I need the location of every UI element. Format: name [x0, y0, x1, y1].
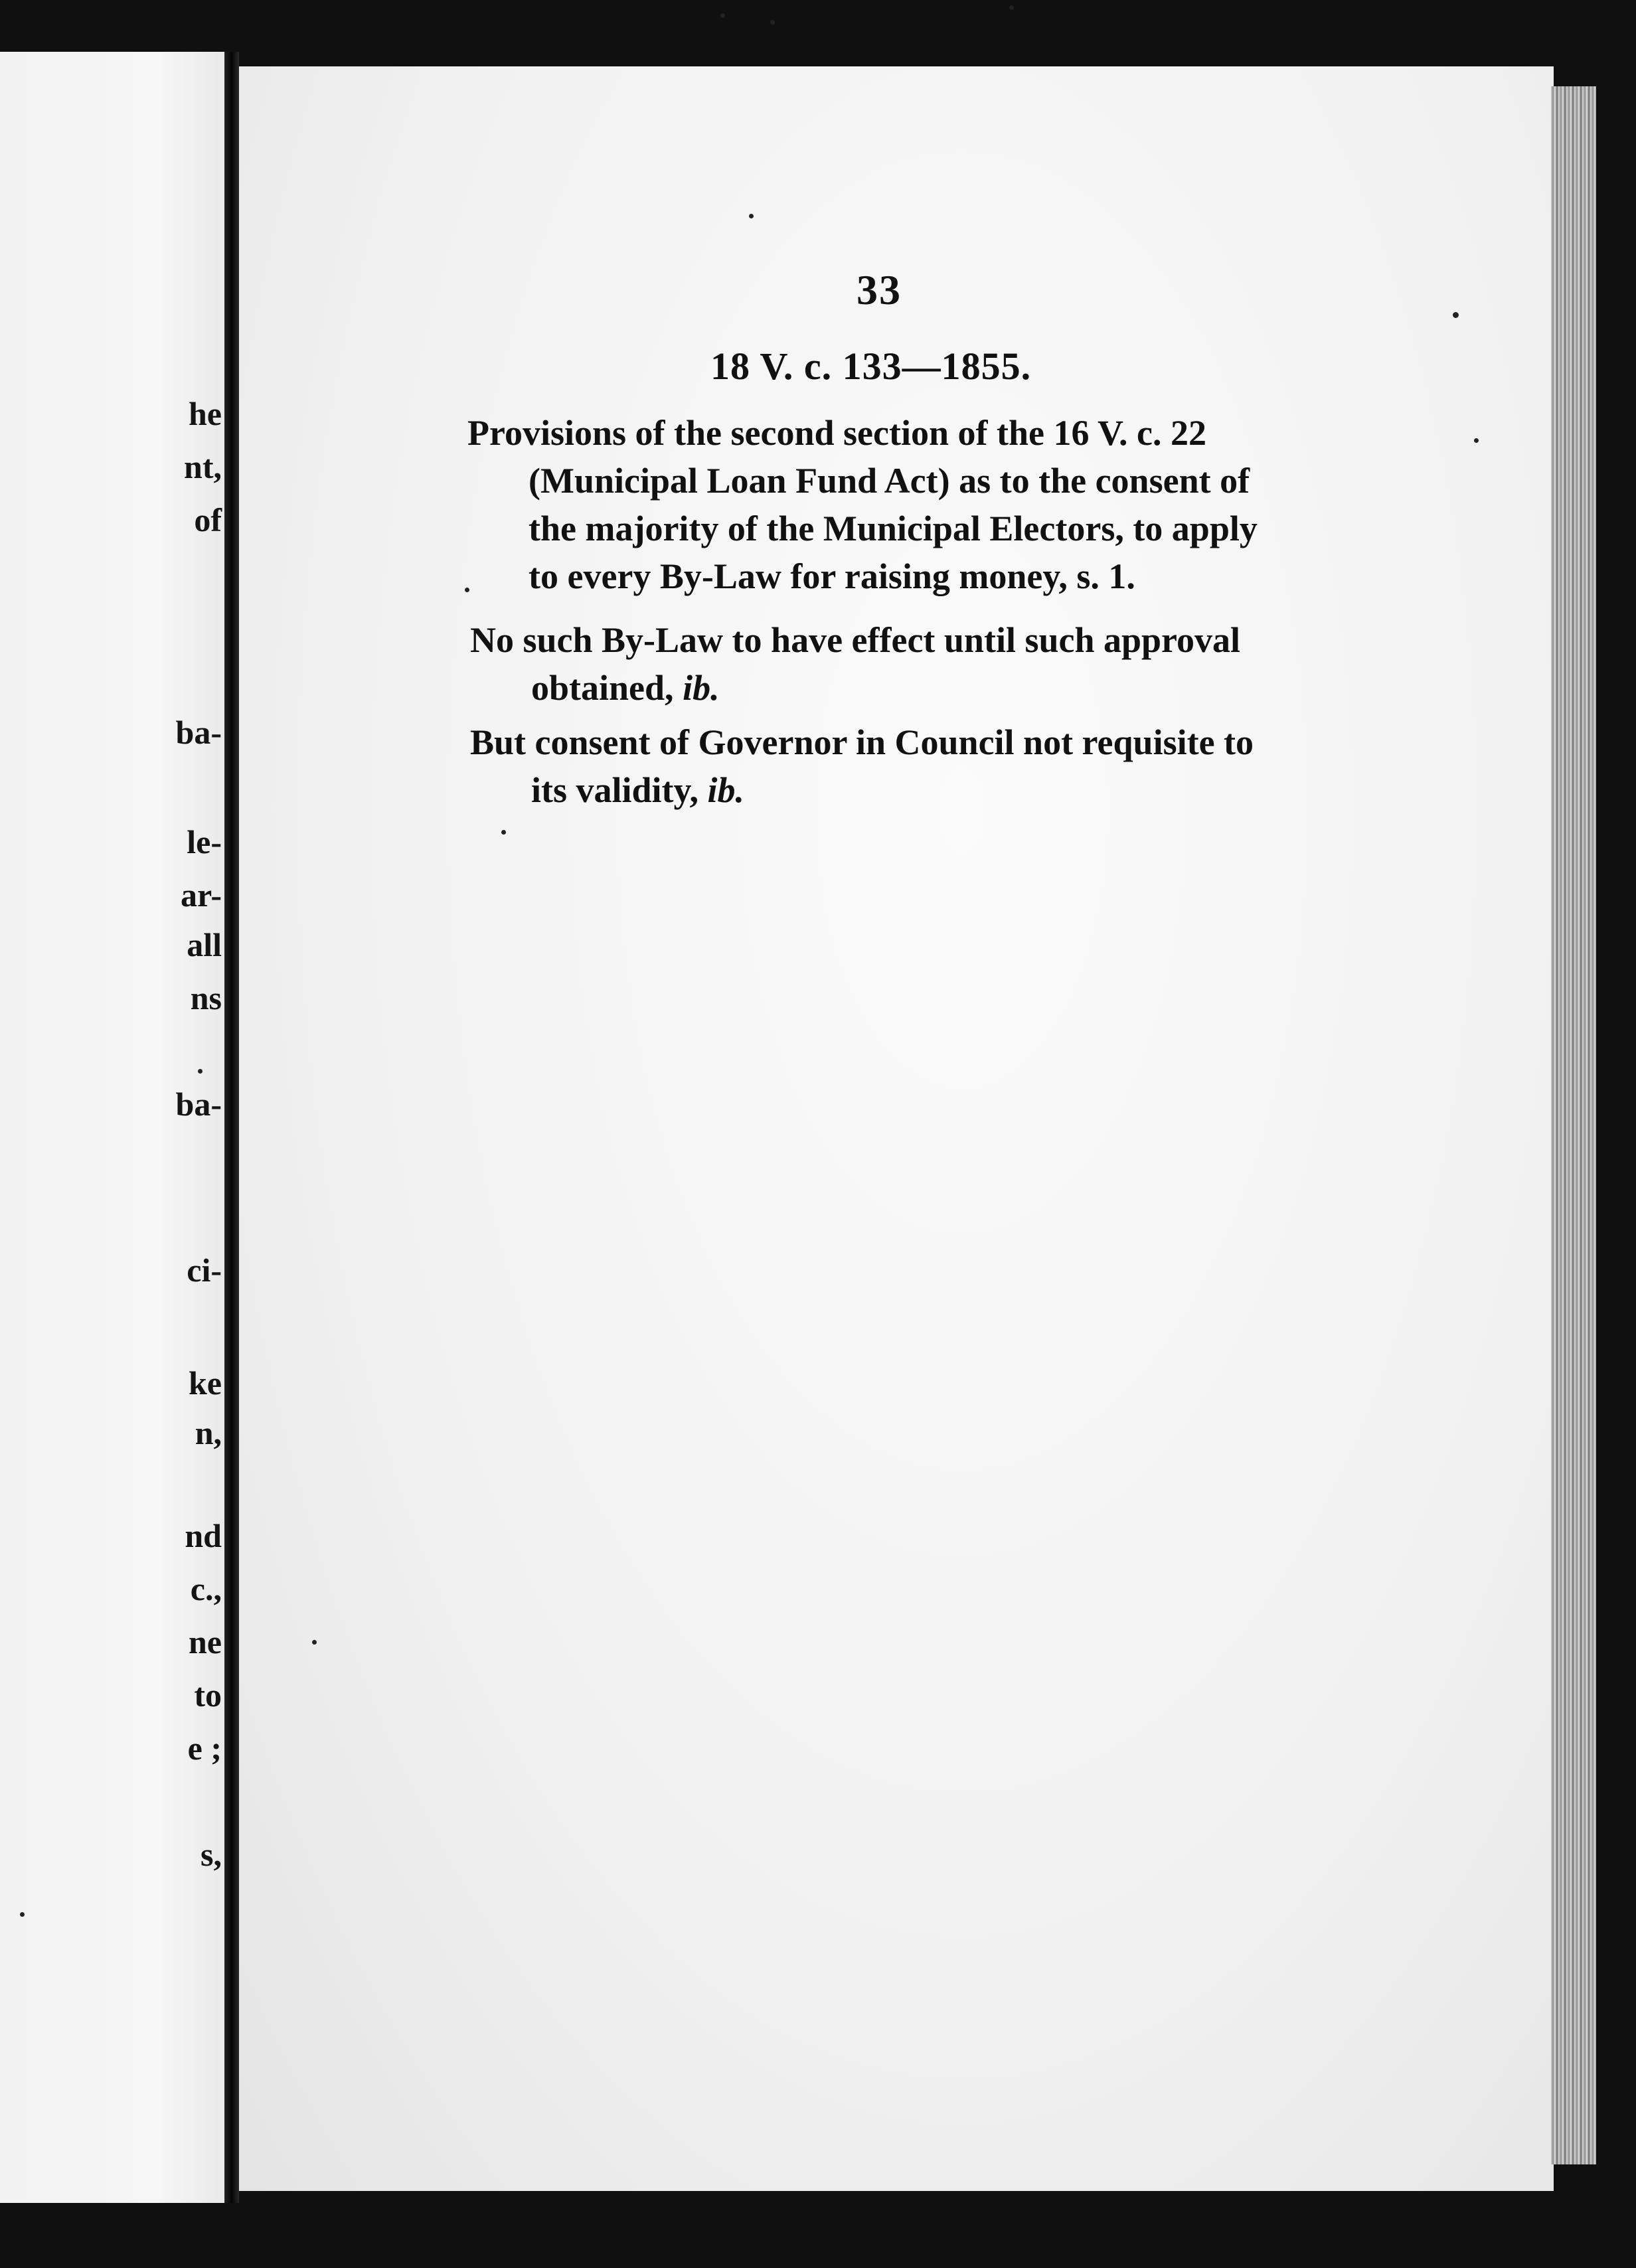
- entry-line: [470, 766, 1353, 814]
- marginal-note-entry: [470, 616, 1353, 712]
- marginal-note-entry: [470, 718, 1353, 814]
- fragment-text: he: [189, 395, 222, 432]
- fragment-text: to: [194, 1676, 222, 1714]
- fragment-text: le-: [187, 823, 222, 860]
- fragment-text: of: [194, 501, 222, 538]
- page-number: 33: [857, 266, 902, 313]
- fragment-text: all: [187, 926, 222, 963]
- fragment-text: ns: [190, 979, 222, 1016]
- fragment-text: ke: [189, 1364, 222, 1402]
- ibid-reference: ib.: [707, 770, 745, 810]
- entry-line: Provisions of the second section of the 16 V. c. 22: [467, 413, 1206, 453]
- fragment-text: ar-: [181, 876, 222, 914]
- act-heading: 18 V. c. 133—1855.: [710, 345, 1032, 388]
- fragment-text: c.,: [190, 1570, 222, 1607]
- fragment-text: ba-: [175, 714, 222, 751]
- fragment-text: ci-: [187, 1252, 222, 1289]
- entry-line: No such By-Law to have effect until such approval: [470, 620, 1241, 660]
- entry-line-text: obtained,: [531, 668, 683, 708]
- ibid-reference: ib.: [683, 668, 720, 708]
- entry-line: (Municipal Loan Fund Act) as to the consent of: [529, 461, 1250, 501]
- fragment-text: s,: [201, 1836, 222, 1873]
- marginal-note-entry: [467, 409, 1350, 600]
- entry-line: the majority of the Municipal Electors, to apply: [529, 509, 1258, 548]
- show-through-texture: [432, 916, 1361, 1846]
- fragment-text: e ;: [187, 1730, 222, 1767]
- entry-line: But consent of Governor in Council not requisite to: [470, 722, 1254, 762]
- fragment-text: ne: [189, 1623, 222, 1660]
- page-edges: [1551, 86, 1596, 2164]
- fragment-text: n,: [195, 1414, 222, 1451]
- fragment-text: nd: [185, 1517, 222, 1554]
- facing-page-strip: [0, 52, 227, 2203]
- entry-line-text: its validity,: [531, 770, 708, 810]
- book-gutter: [224, 52, 239, 2203]
- fragment-text: ba-: [175, 1086, 222, 1123]
- fragment-text: nt,: [184, 448, 222, 485]
- entry-line: to every By-Law for raising money, s. 1.: [529, 556, 1135, 596]
- entry-line: [470, 664, 1353, 712]
